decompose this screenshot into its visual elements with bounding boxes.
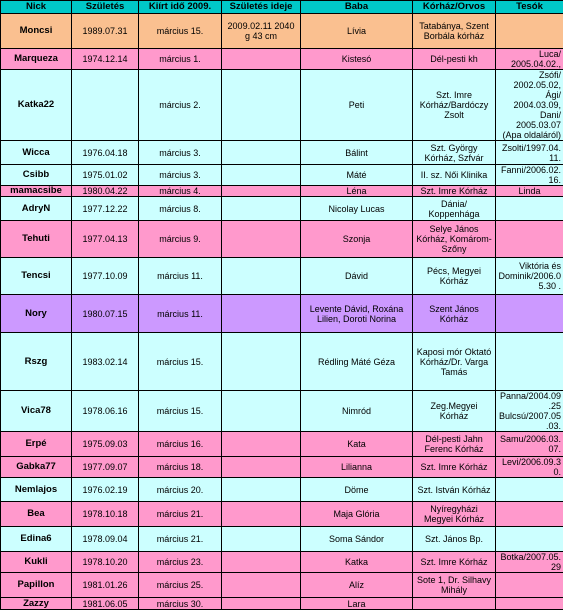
- cell-birth: 1977.09.07: [72, 457, 139, 478]
- cell-birth-time: [222, 573, 301, 598]
- cell-siblings: Fanni/2006.02.16.: [496, 165, 563, 186]
- table-row: [1, 70, 563, 141]
- cell-baby: Döme: [301, 478, 413, 502]
- table-row: [1, 573, 563, 598]
- cell-birth: 1974.12.14: [72, 49, 139, 70]
- cell-siblings: Linda: [496, 186, 563, 197]
- cell-hospital: Kaposi mór Oktató Kórház/Dr. Varga Tamás: [413, 333, 496, 391]
- cell-baby: Soma Sándor: [301, 527, 413, 552]
- cell-siblings: [496, 502, 563, 527]
- cell-birth: 1977.12.22: [72, 197, 139, 221]
- cell-due-date: március 21.: [139, 502, 222, 527]
- cell-birth-time: [222, 49, 301, 70]
- cell-siblings: [496, 333, 563, 391]
- cell-baby: Szonja: [301, 221, 413, 258]
- cell-nick: Katka22: [1, 70, 72, 141]
- cell-due-date: március 2.: [139, 70, 222, 141]
- cell-birth: [72, 70, 139, 141]
- cell-nick: Marqueza: [1, 49, 72, 70]
- cell-birth-time: [222, 391, 301, 432]
- cell-hospital: Tatabánya, Szent Borbála kórház: [413, 14, 496, 49]
- cell-hospital: Szt. György Kórház, Szfvár: [413, 141, 496, 165]
- cell-nick: Moncsi: [1, 14, 72, 49]
- cell-due-date: március 9.: [139, 221, 222, 258]
- cell-birth: 1977.10.09: [72, 258, 139, 295]
- cell-siblings: Zsolti/1997.04.11.: [496, 141, 563, 165]
- cell-birth-time: [222, 295, 301, 333]
- table-row: [1, 197, 563, 221]
- cell-birth-time: 2009.02.11 2040 g 43 cm: [222, 14, 301, 49]
- cell-hospital: II. sz. Női Klinika: [413, 165, 496, 186]
- cell-hospital: Szt. Imre Kórház/Bardóczy Zsolt: [413, 70, 496, 141]
- cell-hospital: Szt. Imre Kórház: [413, 552, 496, 573]
- cell-due-date: március 1.: [139, 49, 222, 70]
- cell-birth: 1975.01.02: [72, 165, 139, 186]
- cell-hospital: [413, 598, 496, 610]
- header-birth-time: Születés ideje: [222, 1, 301, 14]
- table-row: [1, 295, 563, 333]
- cell-nick: Tehuti: [1, 221, 72, 258]
- cell-siblings: [496, 197, 563, 221]
- cell-baby: Nicolay Lucas: [301, 197, 413, 221]
- cell-birth: 1980.07.15: [72, 295, 139, 333]
- cell-due-date: március 21.: [139, 527, 222, 552]
- table-row: [1, 258, 563, 295]
- cell-due-date: március 16.: [139, 432, 222, 457]
- header-birth: Születés: [72, 1, 139, 14]
- header-hospital: Kórház/Orvos: [413, 1, 496, 14]
- cell-hospital: Szt. Imre Kórház: [413, 186, 496, 197]
- cell-due-date: március 8.: [139, 197, 222, 221]
- table-row: [1, 432, 563, 457]
- table-row: [1, 186, 563, 197]
- table-row: [1, 552, 563, 573]
- cell-birth-time: [222, 333, 301, 391]
- table-row: [1, 49, 563, 70]
- cell-birth: 1978.09.04: [72, 527, 139, 552]
- cell-baby: Rédling Máté Géza: [301, 333, 413, 391]
- cell-siblings: Panna/2004.09.25 Bulcsú/2007.05.03.: [496, 391, 563, 432]
- cell-due-date: március 20.: [139, 478, 222, 502]
- table-row: [1, 221, 563, 258]
- cell-birth-time: [222, 70, 301, 141]
- cell-birth: 1977.04.13: [72, 221, 139, 258]
- cell-nick: Csibb: [1, 165, 72, 186]
- cell-birth: 1975.09.03: [72, 432, 139, 457]
- cell-hospital: Pécs, Megyei Kórház: [413, 258, 496, 295]
- cell-nick: Nemlajos: [1, 478, 72, 502]
- table-row: [1, 527, 563, 552]
- cell-baby: Levente Dávid, Roxána Lilien, Doroti Norina: [301, 295, 413, 333]
- cell-baby: Máté: [301, 165, 413, 186]
- cell-baby: Kistesó: [301, 49, 413, 70]
- cell-siblings: [496, 221, 563, 258]
- cell-due-date: március 3.: [139, 141, 222, 165]
- cell-siblings: Viktória és Dominik/2006.05.30 .: [496, 258, 563, 295]
- cell-birth: 1983.02.14: [72, 333, 139, 391]
- cell-hospital: Szt. Imre Kórház: [413, 457, 496, 478]
- cell-nick: Vica78: [1, 391, 72, 432]
- cell-baby: Lívia: [301, 14, 413, 49]
- cell-baby: Nimród: [301, 391, 413, 432]
- table-row: [1, 14, 563, 49]
- cell-siblings: [496, 295, 563, 333]
- cell-birth-time: [222, 478, 301, 502]
- cell-hospital: Sote 1, Dr. Silhavy Mihály: [413, 573, 496, 598]
- cell-birth: 1989.07.31: [72, 14, 139, 49]
- cell-birth-time: [222, 502, 301, 527]
- cell-siblings: Levi/2006.09.30.: [496, 457, 563, 478]
- cell-due-date: március 15.: [139, 333, 222, 391]
- cell-nick: Edina6: [1, 527, 72, 552]
- cell-birth-time: [222, 552, 301, 573]
- cell-due-date: március 4.: [139, 186, 222, 197]
- cell-baby: Dávid: [301, 258, 413, 295]
- header-siblings: Tesók: [496, 1, 563, 14]
- cell-birth-time: [222, 432, 301, 457]
- cell-nick: Tencsi: [1, 258, 72, 295]
- cell-birth: 1978.10.18: [72, 502, 139, 527]
- cell-due-date: március 11.: [139, 295, 222, 333]
- cell-baby: Alíz: [301, 573, 413, 598]
- cell-hospital: Dél-pesti Jahn Ferenc Kórház: [413, 432, 496, 457]
- cell-baby: Kata: [301, 432, 413, 457]
- cell-siblings: Luca/ 2005.04.02.,: [496, 49, 563, 70]
- header-nick: Nick: [1, 1, 72, 14]
- cell-hospital: Szt. István Kórház: [413, 478, 496, 502]
- cell-birth-time: [222, 527, 301, 552]
- cell-baby: Katka: [301, 552, 413, 573]
- cell-birth: 1981.01.26: [72, 573, 139, 598]
- cell-hospital: Dánia/ Koppenhága: [413, 197, 496, 221]
- cell-birth: 1976.04.18: [72, 141, 139, 165]
- cell-nick: Zazzy: [1, 598, 72, 610]
- cell-birth-time: [222, 165, 301, 186]
- cell-hospital: Zeg.Megyei Kórház: [413, 391, 496, 432]
- cell-siblings: Samu/2006.03.07.: [496, 432, 563, 457]
- cell-due-date: március 23.: [139, 552, 222, 573]
- cell-nick: Bea: [1, 502, 72, 527]
- cell-hospital: Szent János Kórház: [413, 295, 496, 333]
- table-row: [1, 502, 563, 527]
- cell-due-date: március 11.: [139, 258, 222, 295]
- table-row: [1, 598, 563, 610]
- table-row: [1, 478, 563, 502]
- cell-birth-time: [222, 221, 301, 258]
- table-row: [1, 165, 563, 186]
- cell-siblings: [496, 573, 563, 598]
- cell-siblings: [496, 14, 563, 49]
- cell-baby: Léna: [301, 186, 413, 197]
- cell-nick: Papillon: [1, 573, 72, 598]
- cell-birth: 1978.10.20: [72, 552, 139, 573]
- table-row: [1, 457, 563, 478]
- cell-hospital: Szt. János Bp.: [413, 527, 496, 552]
- cell-nick: Wicca: [1, 141, 72, 165]
- header-row: [1, 1, 563, 14]
- cell-baby: Lara: [301, 598, 413, 610]
- cell-baby: Bálint: [301, 141, 413, 165]
- cell-birth-time: [222, 197, 301, 221]
- cell-hospital: Selye János Kórház, Komárom-Szőny: [413, 221, 496, 258]
- cell-nick: Kukli: [1, 552, 72, 573]
- cell-siblings: Zsófi/ 2002.05.02, Ági/ 2004.03.09, Dani/ 2005.03.07 (Apa oldaláról): [496, 70, 563, 141]
- table-row: [1, 141, 563, 165]
- cell-nick: Rszg: [1, 333, 72, 391]
- cell-due-date: március 30.: [139, 598, 222, 610]
- cell-hospital: Dél-pesti kh: [413, 49, 496, 70]
- cell-baby: Peti: [301, 70, 413, 141]
- cell-birth-time: [222, 141, 301, 165]
- cell-due-date: március 18.: [139, 457, 222, 478]
- cell-due-date: március 3.: [139, 165, 222, 186]
- cell-birth-time: [222, 598, 301, 610]
- cell-birth: 1980.04.22: [72, 186, 139, 197]
- header-baby: Baba: [301, 1, 413, 14]
- cell-siblings: [496, 598, 563, 610]
- cell-birth-time: [222, 258, 301, 295]
- table-row: [1, 391, 563, 432]
- cell-due-date: március 15.: [139, 14, 222, 49]
- cell-nick: AdryN: [1, 197, 72, 221]
- cell-birth-time: [222, 186, 301, 197]
- cell-birth: 1976.02.19: [72, 478, 139, 502]
- cell-siblings: Botka/2007.05.29: [496, 552, 563, 573]
- cell-nick: Nory: [1, 295, 72, 333]
- cell-due-date: március 15.: [139, 391, 222, 432]
- cell-baby: Maja Glória: [301, 502, 413, 527]
- cell-birth: 1981.06.05: [72, 598, 139, 610]
- cell-baby: Lilianna: [301, 457, 413, 478]
- header-due-date: Kiírt idő 2009.: [139, 1, 222, 14]
- cell-hospital: Nyíregyházi Megyei Kórház: [413, 502, 496, 527]
- cell-siblings: [496, 478, 563, 502]
- cell-due-date: március 25.: [139, 573, 222, 598]
- cell-siblings: [496, 527, 563, 552]
- cell-nick: Erpé: [1, 432, 72, 457]
- cell-birth-time: [222, 457, 301, 478]
- table-row: [1, 333, 563, 391]
- cell-nick: Gabka77: [1, 457, 72, 478]
- cell-nick: mamacsibe: [1, 186, 72, 197]
- cell-birth: 1978.06.16: [72, 391, 139, 432]
